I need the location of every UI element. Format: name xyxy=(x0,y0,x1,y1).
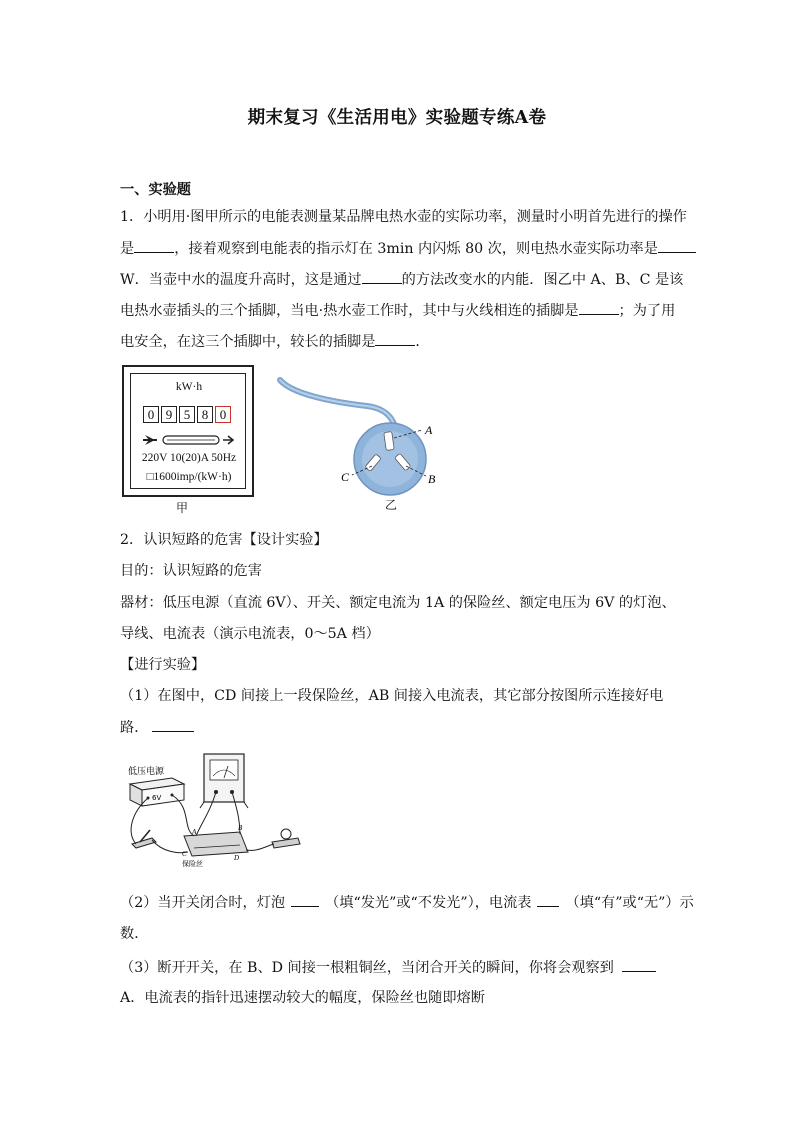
meter-panel xyxy=(130,373,246,489)
meter-spec-rating: 220V 10(20)A 50Hz xyxy=(141,452,237,464)
q2-line8: （2）当开关闭合时，灯泡 （填“发光”或“不发光”），电流表 （填“有”或“无”）示 xyxy=(120,892,694,913)
meter-digits xyxy=(143,406,233,423)
circuit-figure xyxy=(122,752,322,868)
q1-line2: 是 ，接着观察到电能表的指示灯在 3min 内闪烁 80 次，则电热水壶实际功率是 xyxy=(120,238,696,259)
q2-line2: 目的：认识短路的危害 xyxy=(120,563,262,579)
q2-line4: 导线、电流表（演示电流表，0～5A 档） xyxy=(120,626,380,642)
meter-unit: kW·h xyxy=(175,381,203,393)
meter-digit-decimal: 0 xyxy=(215,406,231,423)
figure-caption-yi: 乙 xyxy=(385,498,398,512)
meter-digit: 0 xyxy=(143,406,159,423)
q2-line10: （3）断开开关，在 B、D 间接一根粗铜丝，当闭合开关的瞬间，你将会观察到 xyxy=(120,957,656,978)
answer-blank[interactable] xyxy=(622,957,656,972)
q2-line9: 数． xyxy=(120,926,149,942)
plug-label-b: B xyxy=(428,472,436,486)
figure-caption-jia: 甲 xyxy=(176,501,189,515)
section-heading: 一、实验题 xyxy=(120,182,191,198)
meter-digit: 5 xyxy=(179,406,195,423)
answer-blank[interactable] xyxy=(579,300,619,315)
q1-line1: 1．小明用·图甲所示的电能表测量某品牌电热水壶的实际功率，测量时小明首先进行的操作 xyxy=(120,209,687,225)
meter-spec-imp: □1600imp/(kW·h) xyxy=(146,471,232,483)
q2-line6: （1）在图中，CD 间接上一段保险丝，AB 间接入电流表，其它部分按图所示连接好电 xyxy=(120,688,664,704)
plug-figure xyxy=(272,372,452,502)
q2-line7: 路． xyxy=(120,717,194,738)
answer-blank[interactable] xyxy=(134,238,174,253)
meter-digit: 8 xyxy=(197,406,213,423)
q2-option-a: A．电流表的指针迅速摆动较大的幅度，保险丝也随即熔断 xyxy=(120,990,485,1006)
page-title: 期末复习《生活用电》实验题专练A卷 xyxy=(247,108,547,128)
power-supply-value: 6V xyxy=(152,794,162,802)
q2-line5: 【进行实验】 xyxy=(120,657,206,673)
q1-line4: 电热水壶插头的三个插脚，当电·热水壶工作时，其中与火线相连的插脚是 ；为了用 xyxy=(120,300,675,321)
answer-blank[interactable] xyxy=(375,331,415,346)
answer-blank[interactable] xyxy=(537,892,559,907)
plug-label-a: A xyxy=(425,423,433,437)
q2-line3: 器材：低压电源（直流 6V）、开关、额定电流为 1A 的保险丝、额定电压为 6V 的灯泡、 xyxy=(120,595,676,611)
answer-blank[interactable] xyxy=(362,269,402,284)
meter-arrow-icon xyxy=(141,432,237,448)
answer-blank[interactable] xyxy=(152,717,194,732)
circuit-label-a: A xyxy=(192,828,197,836)
q1-line3: W．当壶中水的温度升高时，这是通过 的方法改变水的内能．图乙中 A、B、C 是该 xyxy=(120,269,683,290)
electricity-meter-figure xyxy=(122,365,254,497)
circuit-label-b: B xyxy=(238,824,243,832)
answer-blank[interactable] xyxy=(291,892,319,907)
meter-digit: 9 xyxy=(161,406,177,423)
circuit-label-c: C xyxy=(182,850,187,858)
circuit-label-d: D xyxy=(234,854,240,862)
q2-line1: 2．认识短路的危害【设计实验】 xyxy=(120,532,328,548)
fuse-label: 保险丝 xyxy=(182,860,203,868)
answer-blank[interactable] xyxy=(658,238,696,253)
q1-line5: 电安全，在这三个插脚中，较长的插脚是 ． xyxy=(120,331,430,352)
power-supply-label: 低压电源 xyxy=(128,767,165,777)
plug-label-c: C xyxy=(341,470,350,484)
